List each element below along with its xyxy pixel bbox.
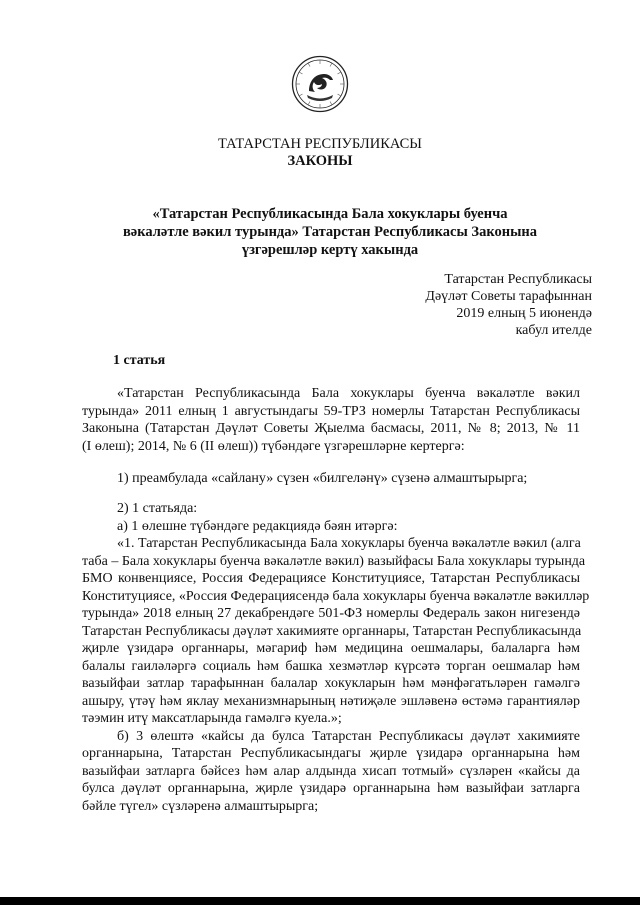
text-line: органнарына, Татарстан Республикасындагы җирле үзидарә органнарына һәм <box>82 746 580 761</box>
text-line: БМО конвенциясе, Россия Федерациясе Конституциясе, Татарстан Республикасы <box>82 571 580 586</box>
text-line: 1) преамбулада «сайлану» сүзен «билгеләнү» сүзенә алмаштырырга; <box>117 471 528 486</box>
text-line: вазыйфаи затларга бәйсез һәм алар алдында хисап тотмый» сүзләрен «кайсы да <box>82 763 580 779</box>
text-line: вазыйфаи затлар тарафыннан балалар хокукларын һәм мәнфәгатьләрен гамәлгә <box>82 676 580 691</box>
text-line: «Татарстан Республикасында Бала хокуклары буенча вәкаләтле вәкил <box>117 386 580 401</box>
item-2-paragraph <box>82 500 590 815</box>
text-line: бәйле түгел» сүзләренә алмаштырырга; <box>82 798 319 814</box>
adoption-line: 2019 елның 5 июнендә <box>456 306 592 321</box>
text-line: балалы гаиләләргә социаль һәм башка хезмәтләр күрсәтә торган оешмалар һәм <box>82 658 580 674</box>
text-line: б) 3 өлештә «кайсы да булса Татарстан Республикасы дәүләт хакимияте <box>117 728 580 744</box>
text-line: турында» 2011 елның 1 августындагы 59-ТРЗ номерлы Татарстан Республикасы <box>82 403 580 419</box>
text-line: Законына (Татарстан Дәүләт Советы Җыелма басмасы, 2011, № 8; 2013, № 11 <box>82 421 580 436</box>
bottom-scan-bar <box>0 897 640 905</box>
text-line: булса дәүләт органнарына, җирле үзидарә органнарына һәм вазыйфаи затларга <box>82 781 580 796</box>
republic-name: ТАТАРСТАН РЕСПУБЛИКАСЫ <box>218 136 422 152</box>
law-title <box>100 205 560 259</box>
text-line: таба – Бала хокуклары буенча вәкаләтле вәкил) вазыйфасы Бала хокуклары турында <box>82 553 586 569</box>
text-line: турында» 2018 елның 27 декабрендәге 501-ФЗ номерлы Федераль закон нигезендә <box>82 606 580 621</box>
text-line: «1. Татарстан Республикасында Бала хокуклары буенча вәкаләтле вәкил (алга <box>117 536 581 551</box>
adoption-note <box>425 271 592 339</box>
coat-of-arms-icon <box>291 55 349 113</box>
adoption-line: Дәүләт Советы тарафыннан <box>425 289 592 304</box>
text-line: (I өлеш); 2014, № 6 (II өлеш)) түбәндәге үзгәрешләрне кертергә: <box>82 438 465 454</box>
text-line: Конституциясе, «Россия Федерациясендә бала хокуклары буенча вәкаләтле вәкилләр <box>82 588 590 604</box>
text-line: җирле үзидарә органнары, мәгариф һәм медицина оешмалары, балаларга һәм <box>82 641 580 656</box>
adoption-line: кабул ителде <box>515 323 592 338</box>
law-title-line: үзгәрешләр кертү хакында <box>241 242 419 258</box>
text-line: ашыру, үтәү һәм яклау механизмнарының нәтиҗәле эшләвенә өстәмә гарантияләр <box>82 693 580 709</box>
text-line: 2) 1 статьяда: <box>117 501 198 516</box>
law-title-line: вәкаләтле вәкил турында» Татарстан Республикасы Законына <box>122 224 538 240</box>
document-type: ЗАКОНЫ <box>287 153 353 169</box>
law-title-line: «Татарстан Республикасында Бала хокуклары буенча <box>152 206 508 222</box>
item-1-paragraph <box>82 470 580 488</box>
text-line: тәэмин итү максатларында гамәлгә куела.»; <box>82 711 342 726</box>
article-heading: 1 статья <box>113 353 166 368</box>
text-line: Татарстан Республикасы дәүләт хакимияте органнары, Татарстан Республикасында <box>82 623 582 639</box>
intro-paragraph <box>82 385 580 455</box>
text-line: а) 1 өлешне түбәндәге редакциядә бәян итәргә: <box>117 518 398 534</box>
adoption-line: Татарстан Республикасы <box>444 272 592 287</box>
